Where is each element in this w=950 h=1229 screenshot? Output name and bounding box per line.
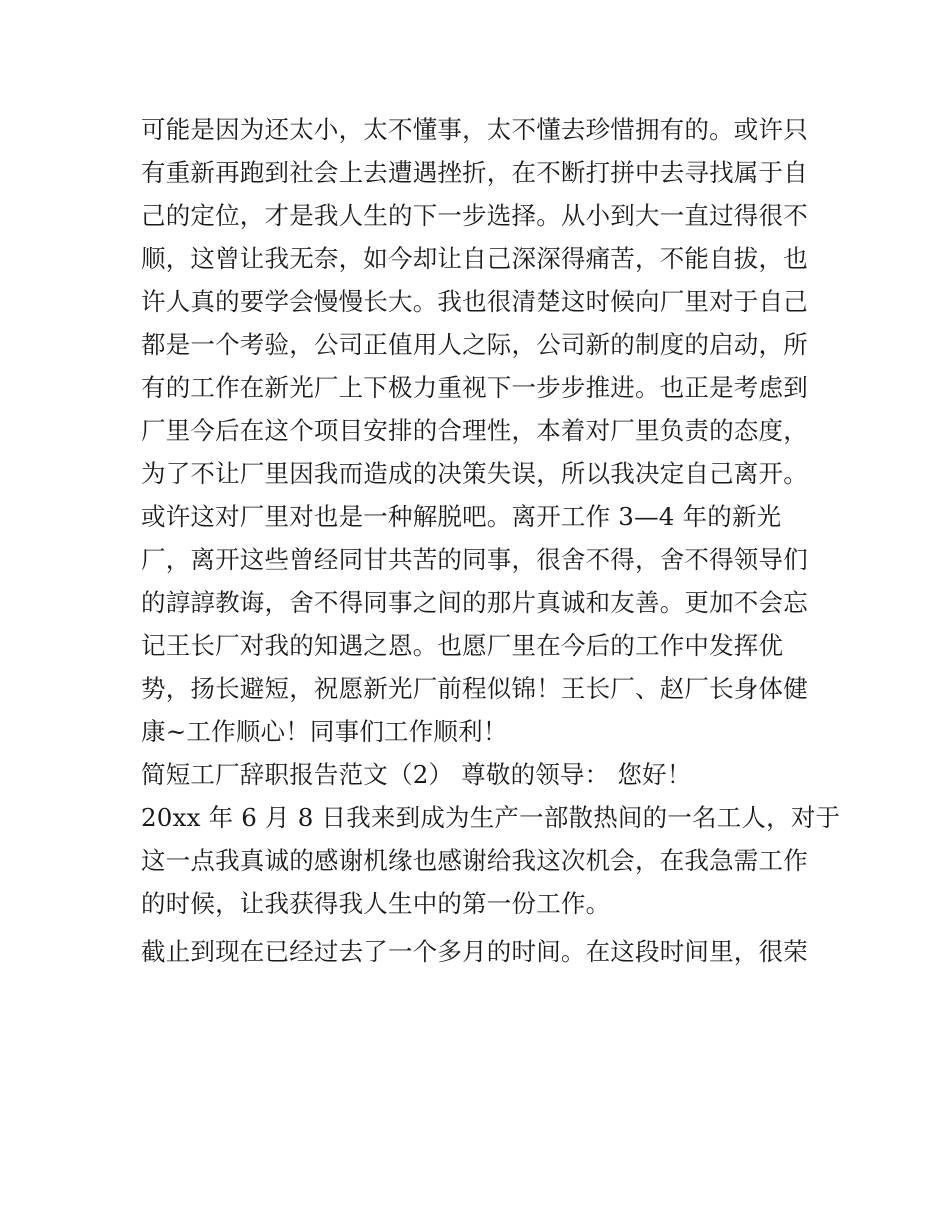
text-line: 记王长厂对我的知遇之恩。也愿厂里在今后的工作中发挥优 <box>141 631 784 660</box>
text-line: 可能是因为还太小，太不懂事，太不懂去珍惜拥有的。或许只 <box>141 115 808 144</box>
text-line: 或许这对厂里对也是一种解脱吧。离开工作 3—4 年的新光 <box>141 502 782 531</box>
text-line: 有重新再跑到社会上去遭遇挫折，在不断打拼中去寻找属于自 <box>141 158 808 187</box>
text-line: 顺，这曾让我无奈，如今却让自己深深得痛苦，不能自拔，也 <box>141 244 808 273</box>
text-line: 己的定位，才是我人生的下一步选择。从小到大一直过得很不 <box>141 201 808 230</box>
text-line: 的时候，让我获得我人生中的第一份工作。 <box>141 889 611 918</box>
text-line: 厂，离开这些曾经同甘共苦的同事，很舍不得，舍不得领导们 <box>141 545 808 574</box>
text-line: 这一点我真诚的感谢机缘也感谢给我这次机会，在我急需工作 <box>141 846 808 875</box>
text-line: 有的工作在新光厂上下极力重视下一步步推进。也正是考虑到 <box>141 373 808 402</box>
text-line: 为了不让厂里因我而造成的决策失误，所以我决定自己离开。 <box>141 459 808 488</box>
text-line: 的諄諄教诲，舍不得同事之间的那片真诚和友善。更加不会忘 <box>141 588 808 617</box>
text-line: 势，扬长避短，祝愿新光厂前程似锦！王长厂、赵厂长身体健 <box>141 674 808 703</box>
text-line: 都是一个考验，公司正值用人之际，公司新的制度的启动，所 <box>141 330 808 359</box>
section-heading: 简短工厂辞职报告范文（2） 尊敬的领导： 您好！ <box>141 760 692 789</box>
text-line: 厂里今后在这个项目安排的合理性，本着对厂里负责的态度， <box>141 416 808 445</box>
text-line: 20xx 年 6 月 8 日我来到成为生产一部散热间的一名工人，对于 <box>141 803 841 832</box>
text-line: 截止到现在已经过去了一个多月的时间。在这段时间里，很荣 <box>141 937 808 966</box>
body-text <box>141 108 841 973</box>
text-line: 许人真的要学会慢慢长大。我也很清楚这时候向厂里对于自己 <box>141 287 808 316</box>
text-line: 康~工作顺心！同事们工作顺利！ <box>141 717 508 746</box>
